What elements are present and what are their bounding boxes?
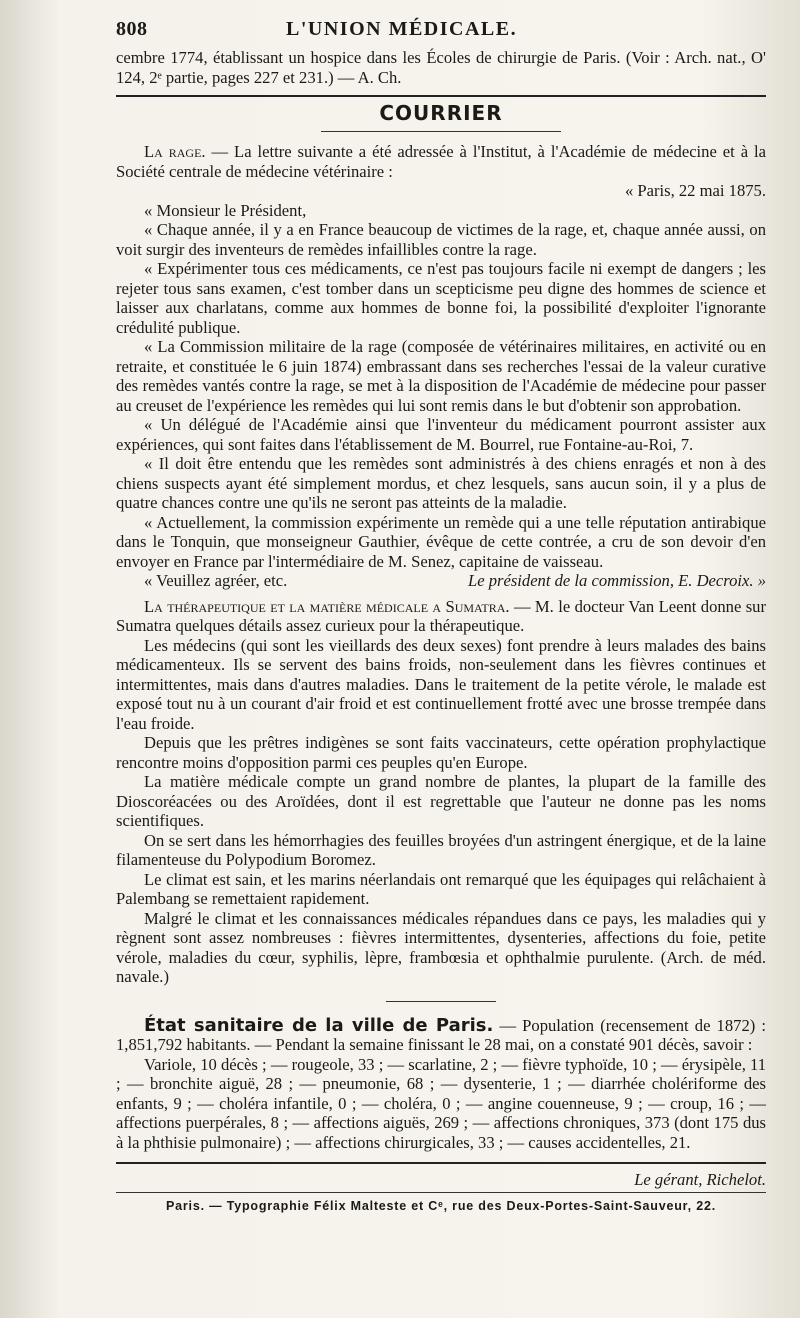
sumatra-paragraph: Depuis que les prêtres indigènes se sont faits vaccinateurs, cette opération prophylactique rencontre moins d'opposition parmi ces peuples qu'en Europe. [116,733,766,772]
gerant-signature: Le gérant, Richelot. [634,1170,766,1189]
sumatra-heading: La thérapeutique et la matière médicale a Sumatra. [144,596,510,616]
etat-statistics: Variole, 10 décès ; — rougeole, 33 ; — scarlatine, 2 ; — fièvre typhoïde, 10 ; — érysipèle, 11 ; — bronchite aiguë, 28 ; — pneumonie, 68 ; — dysenterie, 1 ; — diarrhée cholériforme des enfants, 9 ; — choléra infantile, 0 ; — choléra, 0 ; — angine couenneuse, 9 ; — croup, 16 ; — affections puerpérales, 8 ; — affections aiguës, 269 ; — affections chroniques, 373 (dont 175 dus à la phthisie pulmonaire) ; — affections chirurgicales, 33 ; — causes accidentelles, 21. [116,1054,766,1152]
letter-paragraph: « Actuellement, la commission expérimente un remède qui a une telle réputation antirabique dans le Tonquin, que monseigneur Gauthier, évêque de cette contrée, a cru de son devoir d'en envoyer en France par l'intermédiaire de M. Senez, capitaine de vaisseau. [116,512,766,571]
rage-heading: La rage. [144,142,206,161]
letter-paragraph: « Chaque année, il y a en France beaucoup de victimes de la rage, et, chaque année aussi, on voit surgir des inventeurs de remèdes infaillibles contre la rage. [116,220,766,259]
letter-dateline: « Paris, 22 mai 1875. [624,181,766,200]
section-divider [386,1001,496,1002]
journal-title: L'UNION MÉDICALE. [286,18,518,40]
sumatra-paragraph: On se sert dans les hémorrhagies des feuilles broyées d'un astringent énergique, et de la laine filamenteuse du Polypodium Boromez. [116,830,766,869]
footer-rule-thin [116,1192,766,1193]
section-rule [116,95,766,97]
letter-closing: « Veuillez agréer, etc. [144,571,288,590]
letter-paragraph: « Il doit être entendu que les remèdes sont administrés à des chiens enragés et non à des chiens suspects ayant été simplement mordus, et chez lesquels, sans aucun soin, il y a plus de quatre chances contre une qu'ils ne seront pas atteints de la maladie. [116,454,766,512]
letter-paragraph: « Expérimenter tous ces médicaments, ce n'est pas toujours facile ni exempt de dangers ; les rejeter tous sans examen, c'est tomber dans un scepticisme peu digne des hommes de science et laisser aux charlatans, comme aux hommes de bonne foi, la possibilité d'exploiter l'ignorante crédulité publique. [116,259,766,337]
rage-intro-paragraph [116,142,766,181]
carryover-paragraph: cembre 1774, établissant un hospice dans les Écoles de chirurgie de Paris. (Voir : Arch. nat., O' 124, 2ᵉ partie, pages 227 et 231.) — A. Ch. [116,48,766,87]
printer-imprint: Paris. — Typographie Félix Malteste et Cᵉ, rue des Deux-Portes-Saint-Sauveur, 22. [166,1199,716,1213]
sumatra-intro-paragraph [116,597,766,636]
title-underline [321,131,561,132]
sumatra-intro: — M. le docteur Van Leent donne sur Sumatra quelques détails assez curieux pour la thérapeutique. [116,596,766,635]
etat-intro: — Population (recensement de 1872) : 1,851,792 habitants. — Pendant la semaine finissant le 28 mai, on a constaté 901 décès, savoir : [116,1015,766,1054]
letter-paragraph: « La Commission militaire de la rage (composée de vétérinaires militaires, en activité ou en retraite, et constituée le 6 juin 1874) embrassant dans ses recherches l'essai de la valeur curative des remèdes vantés contre la rage, se met à la disposition de l'Académie de médecine pour passer au creuset de l'expérience les remèdes qui lui sont remis dans le but d'obtenir son approbation. [116,337,766,415]
etat-heading: État sanitaire de la ville de Paris. [144,1014,494,1036]
letter-closing-line [116,571,766,591]
page-header [116,18,766,48]
sumatra-paragraph: Malgré le climat et les connaissances médicales répandues dans ce pays, les maladies qui y règnent sont assez nombreuses : fièvres intermittentes, dysenteries, affections du foie, petite vérole, maladies du cœur, syphilis, lèpre, frambœsia et ophthalmie purulente. (Arch. de méd. navale.) [116,908,766,986]
rage-intro: — La lettre suivante a été adressée à l'Institut, à l'Académie de médecine et à la Société centrale de médecine vétérinaire : [116,142,766,181]
page-number: 808 [116,18,148,40]
footer-rule [116,1162,766,1164]
letter-paragraph: « Un délégué de l'Académie ainsi que l'inventeur du médicament pourront assister aux expériences, qui sont faites dans l'établissement de M. Bourrel, rue Fontaine-au-Roi, 7. [116,415,766,454]
section-title: COURRIER [379,101,503,125]
sumatra-paragraph: Les médecins (qui sont les vieillards des deux sexes) font prendre à leurs malades des bains médicamenteux. Ils se servent des bains froids, non-seulement dans les fièvres continues et intermittentes, mais dans d'autres maladies. Dans le traitement de la petite vérole, le malade est exposé tout nu à un courant d'air froid et est continuellement frotté avec une brosse trempée dans l'eau froide. [116,635,766,733]
sumatra-paragraph: Le climat est sain, et les marins néerlandais ont remarqué que les équipages qui relâchaient à Palembang se remettaient rapidement. [116,869,766,908]
letter-signature: Le président de la commission, E. Decroix. » [467,571,766,590]
gerant-line [116,1170,766,1190]
sumatra-paragraph: La matière médicale compte un grand nombre de plantes, la plupart de la famille des Dioscoréacées ou des Aroïdées, dont il est regrettable que l'auteur ne donne pas les noms scientifiques. [116,772,766,830]
letter-salutation: « Monsieur le Président, [144,200,307,220]
etat-intro-paragraph [116,1016,766,1055]
